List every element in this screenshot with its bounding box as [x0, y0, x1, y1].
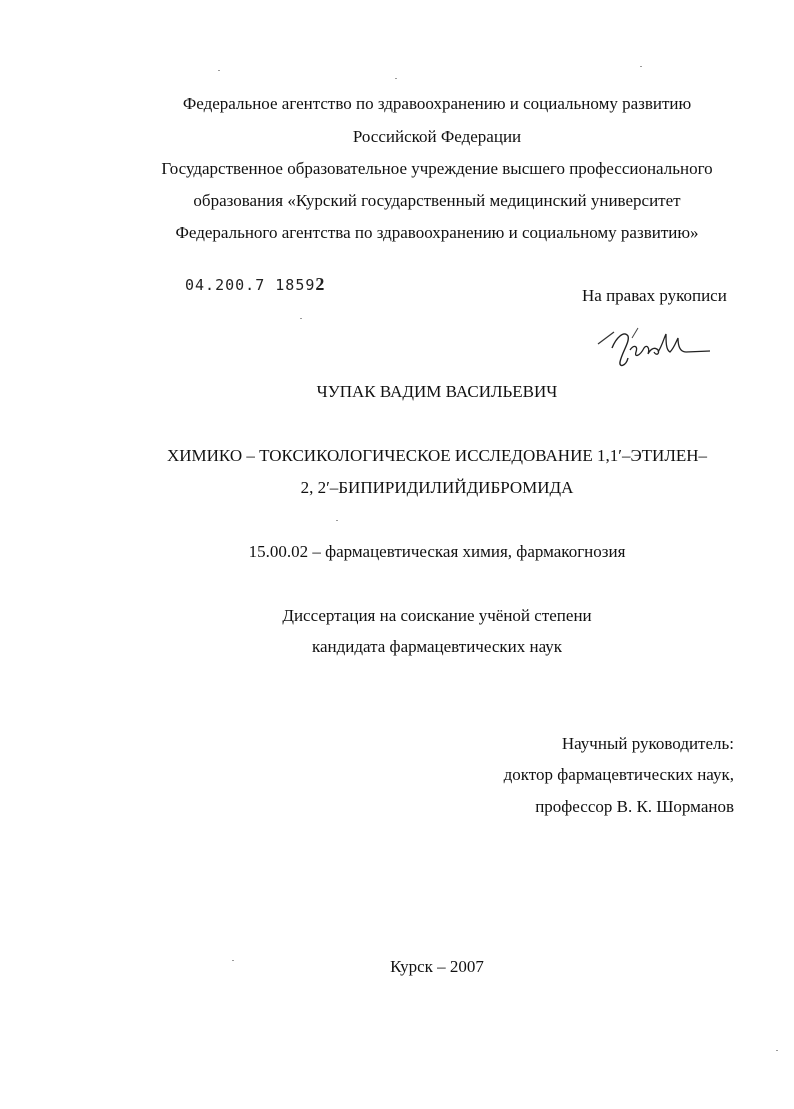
place-year: Курск – 2007	[390, 957, 484, 976]
scan-speck	[395, 78, 397, 79]
manuscript-note: На правах рукописи	[582, 286, 727, 305]
supervisor-degree: доктор фармацевтических наук,	[503, 765, 734, 784]
registry-stamp	[185, 274, 325, 295]
scan-speck	[776, 1050, 778, 1051]
agency-line-1: Федеральное агентство по здравоохранению и социальному развитию	[182, 94, 692, 113]
scan-speck	[640, 66, 642, 67]
specialty: 15.00.02 – фармацевтическая химия, фармакогнозия	[248, 542, 626, 561]
institution-line-2: образования «Курский государственный медицинский университет	[193, 191, 681, 210]
institution-line-1: Государственное образовательное учреждение высшего профессионального	[161, 159, 713, 178]
institution-line-3: Федерального агентства по здравоохранению и социальному развитию»	[175, 223, 699, 242]
scan-speck	[218, 70, 220, 71]
signature-image	[592, 318, 712, 376]
supervisor-label: Научный руководитель:	[561, 734, 734, 753]
title-line-2: 2, 2′–БИПИРИДИЛИЙДИБРОМИДА	[300, 478, 574, 497]
agency-line-2: Российской Федерации	[352, 127, 522, 146]
scan-speck	[336, 520, 338, 521]
dissertation-line-1: Диссертация на соискание учёной степени	[282, 606, 592, 625]
registry-mark: 2	[315, 274, 326, 294]
dissertation-line-2: кандидата фармацевтических наук	[311, 637, 563, 656]
title-line-1: ХИМИКО – ТОКСИКОЛОГИЧЕСКОЕ ИССЛЕДОВАНИЕ 1,1′–ЭТИЛЕН–	[166, 446, 708, 465]
registry-number: 04.200.7 1859	[185, 276, 316, 294]
supervisor-name: профессор В. К. Шорманов	[535, 797, 734, 816]
author-name: ЧУПАК ВАДИМ ВАСИЛЬЕВИЧ	[316, 382, 558, 401]
scan-speck	[300, 318, 302, 319]
